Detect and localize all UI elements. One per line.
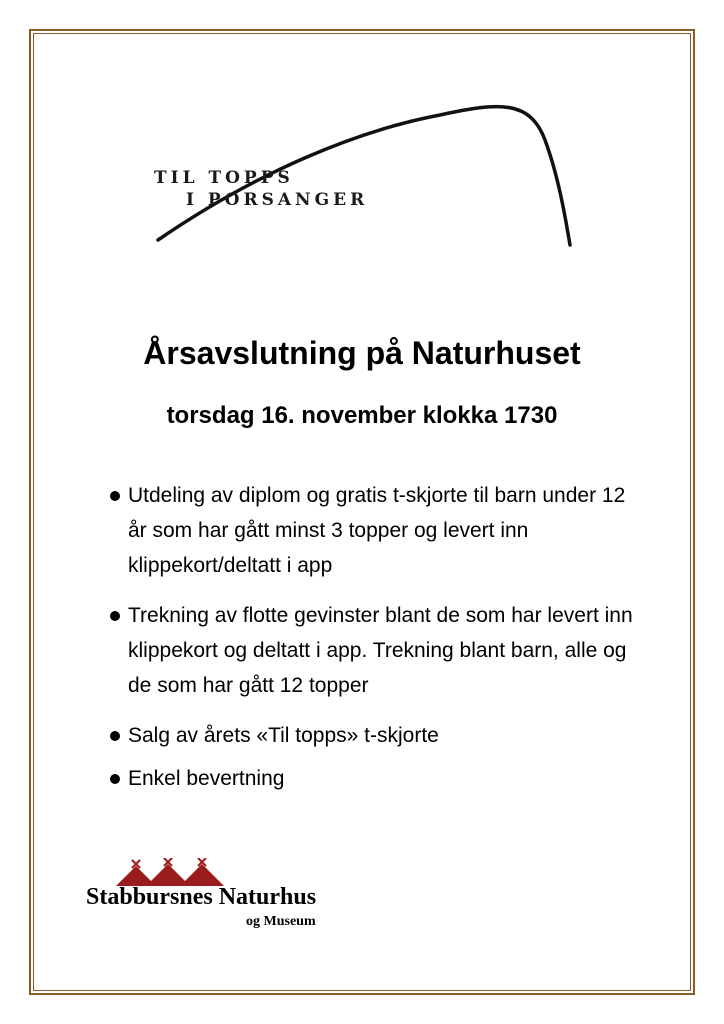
brand-subtitle: og Museum bbox=[246, 914, 316, 929]
list-item bbox=[108, 718, 648, 753]
bullet-icon bbox=[110, 774, 120, 784]
bullet-icon bbox=[110, 611, 120, 621]
list-item-text: Trekning av flotte gevinster blant de som har levert inn klippekort og deltatt i app. Trekning blant barn, alle og de som har gått 12 topper bbox=[128, 604, 633, 697]
stabbursnes-logo bbox=[86, 858, 366, 938]
list-item-text: Utdeling av diplom og gratis t-skjorte til barn under 12 år som har gått minst 3 topper og levert inn klippekort/deltatt i app bbox=[128, 484, 626, 577]
bullet-icon bbox=[110, 731, 120, 741]
list-item-text: Enkel bevertning bbox=[128, 767, 285, 790]
list-item-text: Salg av årets «Til topps» t-skjorte bbox=[128, 724, 439, 747]
list-item bbox=[108, 478, 648, 583]
event-program-list bbox=[108, 478, 648, 796]
brand-name: Stabbursnes Naturhus bbox=[86, 884, 317, 910]
logo-line-1: TIL TOPPS bbox=[154, 168, 294, 188]
event-date: torsdag 16. november klokka 1730 bbox=[166, 402, 558, 429]
logo-line-2: I PORSANGER bbox=[186, 190, 369, 210]
event-title: Årsavslutning på Naturhuset bbox=[143, 335, 581, 371]
list-item bbox=[108, 598, 648, 703]
bullet-icon bbox=[110, 491, 120, 501]
til-topps-logo bbox=[140, 80, 580, 260]
list-item bbox=[108, 761, 648, 796]
